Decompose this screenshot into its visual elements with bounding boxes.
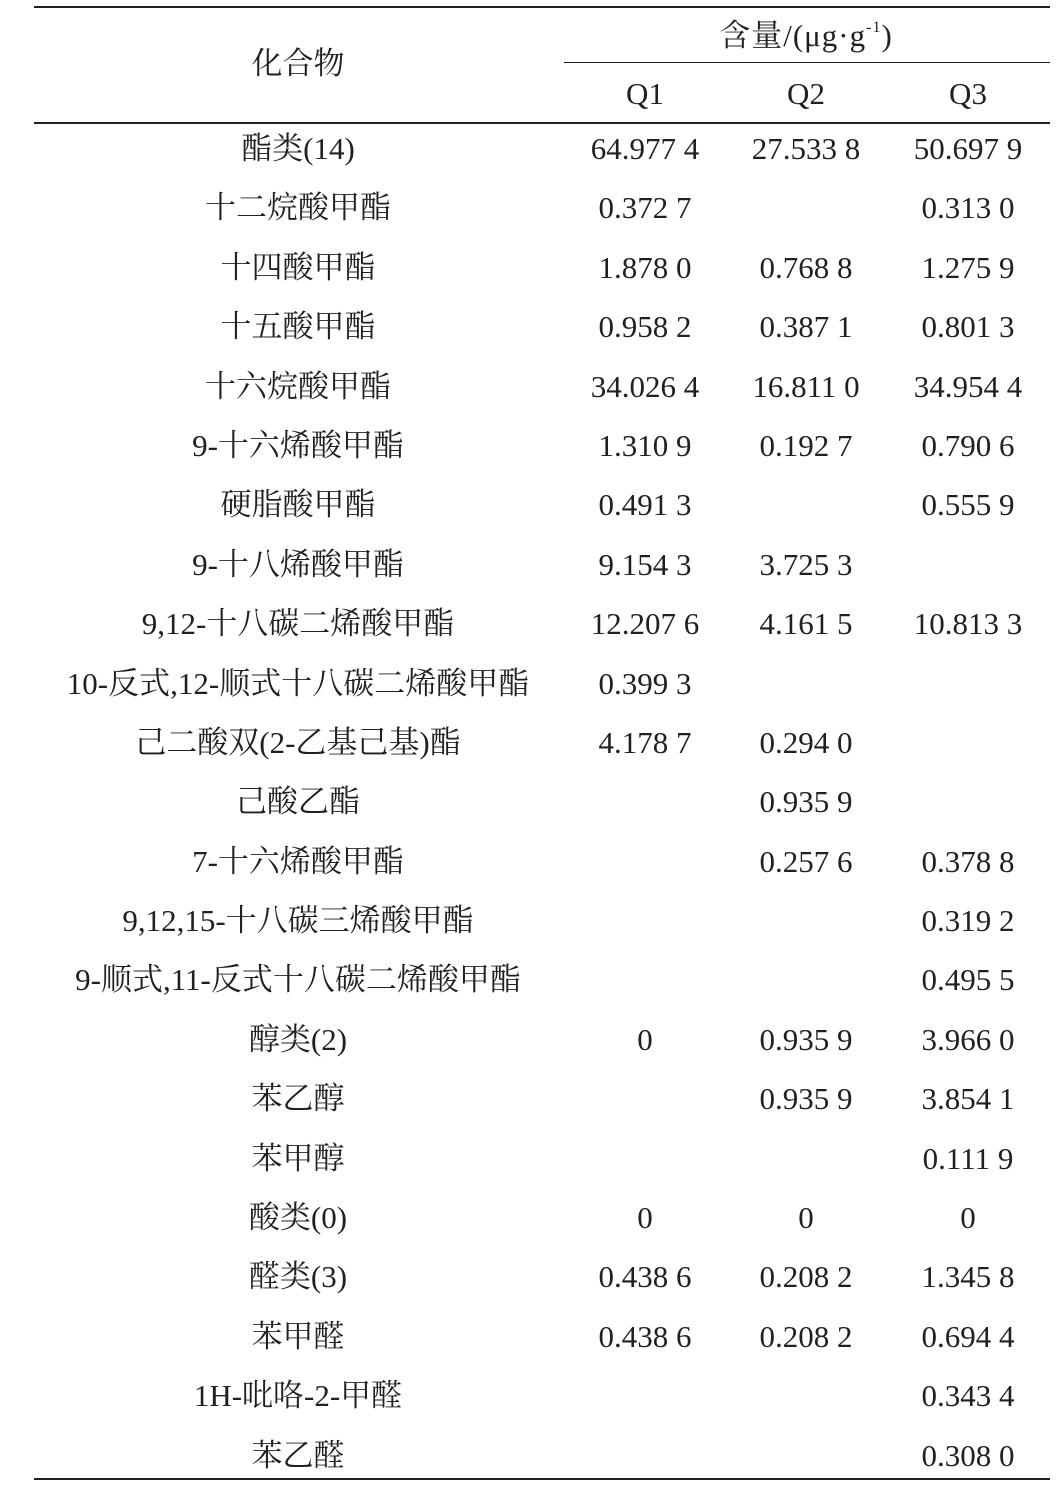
- value-q2: 27.533 8: [751, 131, 861, 166]
- value-q3: 0.308 0: [921, 1437, 1015, 1473]
- compound-name: 9-十八烯酸甲酯: [192, 546, 404, 582]
- header-content-sup: -1: [866, 19, 882, 36]
- value-q3: 0.495 5: [921, 962, 1015, 998]
- value-q1: 0: [637, 1200, 653, 1236]
- table-row: [0, 1200, 1063, 1259]
- value-q2: 4.161 5: [759, 606, 853, 642]
- value-q2: 0.257 6: [759, 843, 853, 879]
- compound-name: 苯乙醛: [251, 1437, 345, 1473]
- table-row: [0, 844, 1063, 903]
- value-q2: 0: [798, 1200, 814, 1236]
- compound-name: 9,12,15-十八碳三烯酸甲酯: [122, 903, 474, 939]
- header-content: [719, 18, 893, 54]
- value-q1: 1.310 9: [598, 427, 692, 463]
- value-q3: 50.697 9: [913, 131, 1023, 166]
- header-col-q3: Q3: [949, 76, 987, 111]
- compound-name: 9-十六烯酸甲酯: [192, 427, 404, 463]
- table-row: [0, 250, 1063, 309]
- value-q3: 0.313 0: [921, 190, 1015, 226]
- compound-name: 十四酸甲酯: [220, 249, 376, 285]
- header-col-q2: Q2: [787, 76, 825, 111]
- table-row: [0, 903, 1063, 962]
- compound-name: 十六烷酸甲酯: [205, 368, 391, 404]
- compound-name: 十二烷酸甲酯: [205, 190, 391, 226]
- header-bottom-rule: [34, 122, 1050, 124]
- compound-name: 己二酸双(2-乙基己基)酯: [135, 724, 461, 760]
- header-sub-rule: [564, 62, 1050, 63]
- value-q1: 0.399 3: [598, 665, 692, 701]
- value-q3: 0.801 3: [921, 309, 1015, 345]
- value-q3: 0.343 4: [921, 1378, 1015, 1414]
- value-q2: 0.192 7: [759, 427, 853, 463]
- header-compound: 化合物: [251, 46, 345, 81]
- value-q3: 0.555 9: [921, 487, 1015, 523]
- value-q1: 0.372 7: [598, 190, 692, 226]
- header-col-q1: Q1: [626, 76, 664, 111]
- value-q3: 3.854 1: [921, 1081, 1015, 1117]
- compound-name: 苯乙醇: [251, 1081, 345, 1117]
- value-q3: 34.954 4: [913, 368, 1023, 404]
- table-top-rule: [34, 6, 1050, 8]
- table-row: [0, 547, 1063, 606]
- value-q1: 0.958 2: [598, 309, 692, 345]
- value-q2: 0.208 2: [759, 1259, 853, 1295]
- value-q2: 0.935 9: [759, 1021, 853, 1057]
- value-q1: 0.491 3: [598, 487, 692, 523]
- value-q3: 0: [960, 1200, 976, 1236]
- table-row: [0, 1378, 1063, 1437]
- value-q1: 0.438 6: [598, 1318, 692, 1354]
- compound-name: 9,12-十八碳二烯酸甲酯: [141, 606, 455, 642]
- value-q3: 0.111 9: [922, 1140, 1014, 1176]
- value-q1: 0: [637, 1021, 653, 1057]
- table-row: [0, 666, 1063, 725]
- table-row: [0, 725, 1063, 784]
- value-q1: 9.154 3: [598, 546, 692, 582]
- value-q3: 1.345 8: [921, 1259, 1015, 1295]
- table-row: [0, 1438, 1063, 1497]
- value-q2: 16.811 0: [752, 368, 860, 404]
- table-row: [0, 1081, 1063, 1140]
- table-row: [0, 962, 1063, 1021]
- table-row: [0, 309, 1063, 368]
- compound-name: 7-十六烯酸甲酯: [192, 843, 404, 879]
- header-content-main: 含量/(μg·g: [719, 18, 867, 53]
- header-content-close: ): [881, 18, 893, 53]
- compound-name: 十五酸甲酯: [220, 309, 376, 345]
- compound-name: 苯甲醇: [251, 1140, 345, 1176]
- value-q1: 34.026 4: [590, 368, 700, 404]
- compound-name: 己酸乙酯: [236, 784, 360, 820]
- table-row: [0, 428, 1063, 487]
- compound-name: 9-顺式,11-反式十八碳二烯酸甲酯: [75, 962, 521, 998]
- compound-name: 酯类(14): [241, 131, 355, 166]
- value-q2: 0.208 2: [759, 1318, 853, 1354]
- table-body: [0, 131, 1063, 1497]
- table-row: [0, 190, 1063, 249]
- table-row: [0, 1259, 1063, 1318]
- table-row: [0, 606, 1063, 665]
- table-row: [0, 369, 1063, 428]
- compound-name: 硬脂酸甲酯: [220, 487, 376, 523]
- value-q1: 12.207 6: [590, 606, 700, 642]
- compound-name: 10-反式,12-顺式十八碳二烯酸甲酯: [66, 665, 530, 701]
- value-q3: 0.694 4: [921, 1318, 1015, 1354]
- compound-name: 醇类(2): [248, 1021, 348, 1057]
- table-row: [0, 1319, 1063, 1378]
- table-row: [0, 487, 1063, 546]
- compound-name: 苯甲醛: [251, 1318, 345, 1354]
- value-q1: 64.977 4: [590, 131, 700, 166]
- value-q3: 0.790 6: [921, 427, 1015, 463]
- value-q2: 3.725 3: [759, 546, 853, 582]
- value-q2: 0.935 9: [759, 1081, 853, 1117]
- value-q2: 0.935 9: [759, 784, 853, 820]
- value-q3: 10.813 3: [913, 606, 1023, 642]
- value-q3: 0.319 2: [921, 903, 1015, 939]
- value-q2: 0.768 8: [759, 249, 853, 285]
- table-row: [0, 1141, 1063, 1200]
- value-q1: 4.178 7: [598, 724, 692, 760]
- value-q1: 0.438 6: [598, 1259, 692, 1295]
- value-q3: 3.966 0: [921, 1021, 1015, 1057]
- table-row: [0, 131, 1063, 190]
- value-q2: 0.387 1: [759, 309, 853, 345]
- table-row: [0, 784, 1063, 843]
- value-q3: 0.378 8: [921, 843, 1015, 879]
- value-q1: 1.878 0: [598, 249, 692, 285]
- value-q2: 0.294 0: [759, 724, 853, 760]
- compound-name: 醛类(3): [248, 1259, 348, 1295]
- value-q3: 1.275 9: [921, 249, 1015, 285]
- compound-name: 1H-吡咯-2-甲醛: [193, 1378, 403, 1414]
- table-row: [0, 1022, 1063, 1081]
- compound-name: 酸类(0): [248, 1200, 348, 1236]
